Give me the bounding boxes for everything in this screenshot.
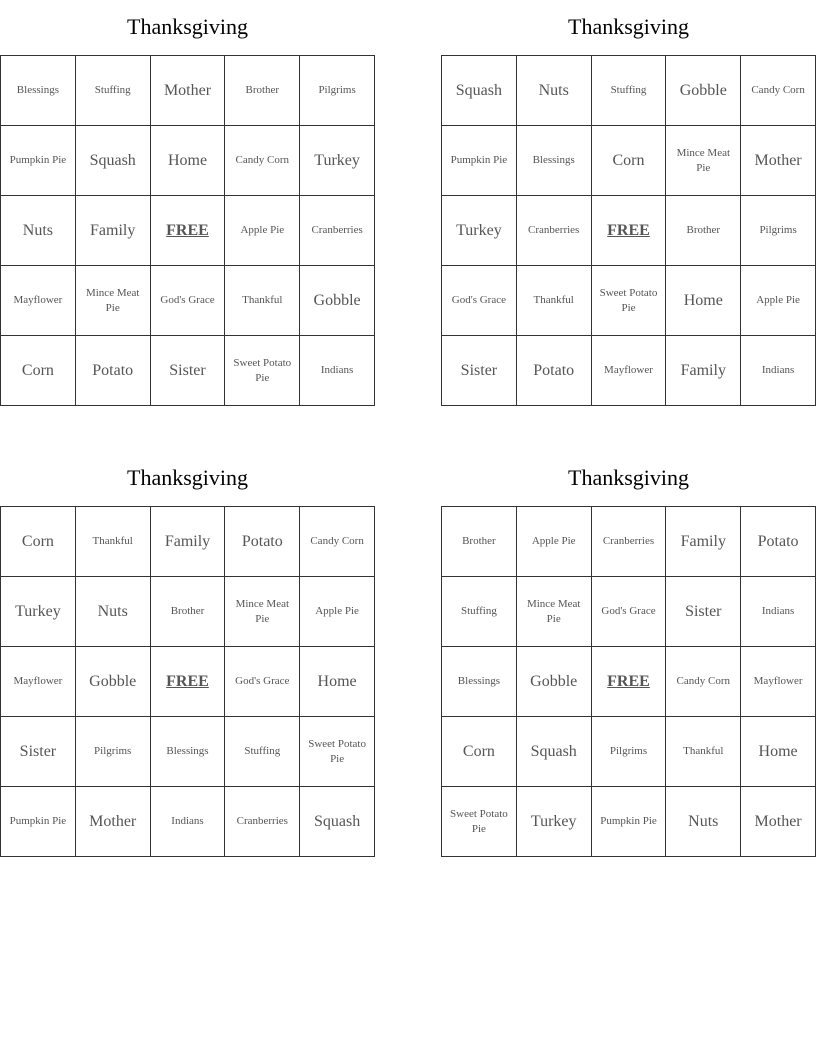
bingo-cell: Corn <box>1 507 76 577</box>
bingo-cell: Candy Corn <box>300 507 375 577</box>
bingo-cell: Corn <box>1 336 76 406</box>
bingo-cell: Home <box>741 717 816 787</box>
bingo-cell: Nuts <box>517 56 592 126</box>
bingo-cell: Cranberries <box>225 787 300 857</box>
bingo-cell: Indians <box>741 336 816 406</box>
bingo-cell: Mince Meat Pie <box>666 126 741 196</box>
bingo-cell: God's Grace <box>592 577 667 647</box>
bingo-cell: Mayflower <box>741 647 816 717</box>
bingo-cell: Home <box>151 126 226 196</box>
bingo-cell: Thankful <box>517 266 592 336</box>
bingo-cell: Pilgrims <box>741 196 816 266</box>
bingo-cell: Apple Pie <box>517 507 592 577</box>
bingo-cell: Potato <box>517 336 592 406</box>
bingo-cell: Corn <box>592 126 667 196</box>
bingo-cell: Apple Pie <box>225 196 300 266</box>
bingo-cell: Turkey <box>442 196 517 266</box>
bingo-cell: Mince Meat Pie <box>517 577 592 647</box>
bingo-cell: Cranberries <box>517 196 592 266</box>
bingo-cell: Pumpkin Pie <box>442 126 517 196</box>
bingo-cell: Gobble <box>300 266 375 336</box>
bingo-card-1 <box>0 0 375 406</box>
bingo-cell: Mother <box>76 787 151 857</box>
card-title: Thanksgiving <box>568 14 689 39</box>
bingo-grid <box>0 55 375 406</box>
bingo-cell: Mother <box>741 787 816 857</box>
bingo-card-3 <box>0 451 375 857</box>
bingo-cell: Squash <box>442 56 517 126</box>
bingo-cell: Cranberries <box>300 196 375 266</box>
bingo-cell: Pumpkin Pie <box>1 787 76 857</box>
bingo-cell: Brother <box>151 577 226 647</box>
bingo-cell: Mince Meat Pie <box>76 266 151 336</box>
bingo-cell: Mince Meat Pie <box>225 577 300 647</box>
bingo-cell: Squash <box>300 787 375 857</box>
bingo-cell: Mother <box>151 56 226 126</box>
bingo-cell: Mother <box>741 126 816 196</box>
bingo-cell: Indians <box>151 787 226 857</box>
bingo-card-2 <box>441 0 816 406</box>
bingo-cell: Thankful <box>666 717 741 787</box>
bingo-cell: Mayflower <box>1 647 76 717</box>
bingo-cell: Stuffing <box>442 577 517 647</box>
free-space-cell: FREE <box>592 196 667 266</box>
bingo-cell: Brother <box>442 507 517 577</box>
bingo-cell: God's Grace <box>442 266 517 336</box>
bingo-cell: Squash <box>76 126 151 196</box>
bingo-cell: Potato <box>76 336 151 406</box>
bingo-cell: Sweet Potato Pie <box>225 336 300 406</box>
bingo-cell: Turkey <box>1 577 76 647</box>
bingo-grid <box>441 506 816 857</box>
bingo-cell: Candy Corn <box>741 56 816 126</box>
bingo-cell: Candy Corn <box>666 647 741 717</box>
card-title: Thanksgiving <box>127 465 248 490</box>
bingo-cell: Brother <box>225 56 300 126</box>
bingo-cell: Gobble <box>666 56 741 126</box>
card-title: Thanksgiving <box>568 465 689 490</box>
bingo-cell: Gobble <box>76 647 151 717</box>
bingo-cell: Home <box>300 647 375 717</box>
bingo-cell: Sweet Potato Pie <box>442 787 517 857</box>
bingo-cell: Thankful <box>76 507 151 577</box>
bingo-cell: Sweet Potato Pie <box>592 266 667 336</box>
bingo-cell: Turkey <box>300 126 375 196</box>
bingo-card-4 <box>441 451 816 857</box>
bingo-cell: Sister <box>1 717 76 787</box>
bingo-cell: Pilgrims <box>76 717 151 787</box>
bingo-cell: Family <box>666 336 741 406</box>
bingo-cell: Blessings <box>442 647 517 717</box>
card-title: Thanksgiving <box>127 14 248 39</box>
bingo-cell: Nuts <box>76 577 151 647</box>
bingo-cell: Apple Pie <box>741 266 816 336</box>
bingo-cell: Nuts <box>666 787 741 857</box>
bingo-cell: Family <box>76 196 151 266</box>
bingo-cell: Turkey <box>517 787 592 857</box>
bingo-cell: Stuffing <box>225 717 300 787</box>
free-space-cell: FREE <box>151 196 226 266</box>
bingo-cell: Mayflower <box>1 266 76 336</box>
bingo-cell: Family <box>666 507 741 577</box>
bingo-cell: God's Grace <box>151 266 226 336</box>
bingo-cell: Pilgrims <box>300 56 375 126</box>
bingo-cell: Gobble <box>517 647 592 717</box>
bingo-cell: Family <box>151 507 226 577</box>
bingo-cell: Sister <box>666 577 741 647</box>
bingo-cell: Pilgrims <box>592 717 667 787</box>
free-space-cell: FREE <box>151 647 226 717</box>
bingo-cell: Stuffing <box>592 56 667 126</box>
bingo-grid <box>441 55 816 406</box>
bingo-cell: Indians <box>300 336 375 406</box>
bingo-cell: Nuts <box>1 196 76 266</box>
bingo-cell: Brother <box>666 196 741 266</box>
bingo-cell: God's Grace <box>225 647 300 717</box>
free-space-cell: FREE <box>592 647 667 717</box>
bingo-cell: Potato <box>225 507 300 577</box>
bingo-cell: Blessings <box>1 56 76 126</box>
bingo-cell: Potato <box>741 507 816 577</box>
bingo-cell: Corn <box>442 717 517 787</box>
bingo-cell: Cranberries <box>592 507 667 577</box>
bingo-cell: Sister <box>442 336 517 406</box>
bingo-cell: Sweet Potato Pie <box>300 717 375 787</box>
bingo-grid <box>0 506 375 857</box>
bingo-cell: Stuffing <box>76 56 151 126</box>
bingo-cell: Thankful <box>225 266 300 336</box>
bingo-cell: Pumpkin Pie <box>592 787 667 857</box>
bingo-cell: Blessings <box>517 126 592 196</box>
bingo-cell: Pumpkin Pie <box>1 126 76 196</box>
bingo-cell: Home <box>666 266 741 336</box>
bingo-cell: Squash <box>517 717 592 787</box>
bingo-cell: Candy Corn <box>225 126 300 196</box>
bingo-cell: Apple Pie <box>300 577 375 647</box>
bingo-cell: Sister <box>151 336 226 406</box>
bingo-cell: Indians <box>741 577 816 647</box>
bingo-cell: Mayflower <box>592 336 667 406</box>
bingo-cell: Blessings <box>151 717 226 787</box>
